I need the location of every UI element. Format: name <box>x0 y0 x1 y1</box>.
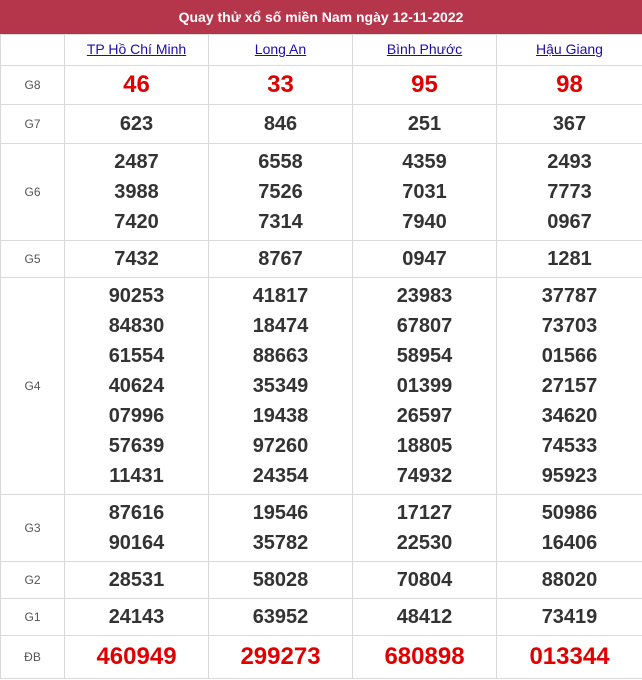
prize-cell <box>353 495 497 562</box>
prize-number: 17127 <box>396 502 453 524</box>
prize-number: 50986 <box>541 502 598 524</box>
prize-row-g4 <box>1 278 642 495</box>
prize-cell <box>497 144 642 241</box>
prize-cell <box>497 66 642 105</box>
prize-number: 846 <box>263 113 298 135</box>
prize-cell <box>209 599 353 636</box>
prize-number: 2487 <box>114 151 159 173</box>
prize-number: 40624 <box>108 375 165 397</box>
prize-cell <box>209 636 353 679</box>
prize-number: 88663 <box>252 345 309 367</box>
province-link-hau-giang[interactable]: Hậu Giang <box>536 41 603 57</box>
prize-row-g7 <box>1 105 642 144</box>
prize-number: 7420 <box>114 211 159 233</box>
prize-number: 6558 <box>258 151 303 173</box>
province-link-long-an[interactable]: Long An <box>254 41 307 57</box>
prize-number: 24354 <box>252 465 309 487</box>
prize-number: 34620 <box>541 405 598 427</box>
prize-number: 26597 <box>396 405 453 427</box>
prize-cell <box>497 636 642 679</box>
prize-number: 57639 <box>108 435 165 457</box>
prize-number: 95923 <box>541 465 598 487</box>
prize-label: ĐB <box>1 636 65 679</box>
prize-cell <box>353 105 497 144</box>
prize-number: 73419 <box>541 606 598 628</box>
prize-number: 0967 <box>547 211 592 233</box>
prize-number: 28531 <box>108 569 165 591</box>
prize-number: 61554 <box>108 345 165 367</box>
prize-number: 7526 <box>258 181 303 203</box>
prize-number: 1281 <box>547 248 592 270</box>
prize-number: 95 <box>411 71 438 98</box>
prize-cell <box>209 66 353 105</box>
prize-number: 48412 <box>396 606 453 628</box>
prize-cell <box>497 105 642 144</box>
prize-number: 7773 <box>547 181 592 203</box>
prize-number: 623 <box>119 113 154 135</box>
prize-number: 37787 <box>541 285 598 307</box>
prize-number: 87616 <box>108 502 165 524</box>
prize-number: 460949 <box>96 643 177 670</box>
prize-number: 299273 <box>240 643 321 670</box>
province-link-hcm[interactable]: TP Hồ Chí Minh <box>86 41 187 57</box>
prize-number: 18805 <box>396 435 453 457</box>
prize-cell <box>209 495 353 562</box>
prize-row-g1 <box>1 599 642 636</box>
prize-number: 7432 <box>114 248 159 270</box>
prize-number: 90164 <box>108 532 165 554</box>
prize-number: 67807 <box>396 315 453 337</box>
prize-number: 97260 <box>252 435 309 457</box>
prize-cell <box>497 599 642 636</box>
prize-number: 367 <box>552 113 587 135</box>
prize-cell <box>65 636 209 679</box>
prize-number: 07996 <box>108 405 165 427</box>
prize-number: 35782 <box>252 532 309 554</box>
prize-cell <box>209 144 353 241</box>
prize-cell <box>65 599 209 636</box>
prize-number: 58954 <box>396 345 453 367</box>
prize-number: 680898 <box>384 643 465 670</box>
province-link-binh-phuoc[interactable]: Bình Phước <box>386 41 463 57</box>
prize-row-g5 <box>1 241 642 278</box>
prize-number: 2493 <box>547 151 592 173</box>
prize-cell <box>65 144 209 241</box>
prize-number: 251 <box>407 113 442 135</box>
results-table <box>0 34 642 679</box>
prize-cell <box>353 562 497 599</box>
prize-number: 8767 <box>258 248 303 270</box>
prize-number: 23983 <box>396 285 453 307</box>
prize-number: 73703 <box>541 315 598 337</box>
prize-row-g2 <box>1 562 642 599</box>
prize-number: 22530 <box>396 532 453 554</box>
prize-cell <box>353 278 497 495</box>
prize-number: 70804 <box>396 569 453 591</box>
prize-label: G3 <box>1 495 65 562</box>
prize-cell <box>209 562 353 599</box>
prize-cell <box>209 105 353 144</box>
prize-number: 24143 <box>108 606 165 628</box>
prize-cell <box>209 241 353 278</box>
prize-number: 74533 <box>541 435 598 457</box>
prize-number: 88020 <box>541 569 598 591</box>
prize-cell <box>65 66 209 105</box>
prize-label: G2 <box>1 562 65 599</box>
prize-number: 33 <box>267 71 294 98</box>
prize-number: 4359 <box>402 151 447 173</box>
prize-cell <box>353 636 497 679</box>
prize-cell <box>65 495 209 562</box>
prize-label: G8 <box>1 66 65 105</box>
prize-number: 013344 <box>529 643 610 670</box>
prize-cell <box>497 495 642 562</box>
prize-number: 74932 <box>396 465 453 487</box>
prize-number: 98 <box>556 71 583 98</box>
province-header-row <box>1 35 642 66</box>
prize-label: G4 <box>1 278 65 495</box>
corner-cell <box>1 35 65 66</box>
prize-number: 19438 <box>252 405 309 427</box>
prize-number: 35349 <box>252 375 309 397</box>
prize-number: 63952 <box>252 606 309 628</box>
prize-cell <box>497 278 642 495</box>
prize-number: 27157 <box>541 375 598 397</box>
prize-label: G5 <box>1 241 65 278</box>
prize-number: 58028 <box>252 569 309 591</box>
prize-cell <box>65 241 209 278</box>
prize-row-g8 <box>1 66 642 105</box>
prize-number: 0947 <box>402 248 447 270</box>
prize-number: 7314 <box>258 211 303 233</box>
prize-cell <box>353 66 497 105</box>
prize-label: G1 <box>1 599 65 636</box>
prize-cell <box>65 562 209 599</box>
prize-number: 46 <box>123 71 150 98</box>
prize-number: 7940 <box>402 211 447 233</box>
prize-row-special <box>1 636 642 679</box>
prize-number: 19546 <box>252 502 309 524</box>
prize-cell <box>497 241 642 278</box>
prize-number: 18474 <box>252 315 309 337</box>
prize-number: 41817 <box>252 285 309 307</box>
prize-row-g6 <box>1 144 642 241</box>
prize-cell <box>353 241 497 278</box>
prize-cell <box>65 105 209 144</box>
prize-cell <box>353 144 497 241</box>
prize-number: 01566 <box>541 345 598 367</box>
prize-row-g3 <box>1 495 642 562</box>
prize-cell <box>497 562 642 599</box>
prize-number: 11431 <box>109 465 164 487</box>
prize-number: 01399 <box>396 375 453 397</box>
prize-number: 3988 <box>114 181 159 203</box>
prize-cell <box>353 599 497 636</box>
prize-number: 90253 <box>108 285 165 307</box>
prize-number: 16406 <box>541 532 598 554</box>
page-title: Quay thử xổ số miền Nam ngày 12-11-2022 <box>0 0 642 34</box>
prize-number: 84830 <box>108 315 165 337</box>
prize-label: G6 <box>1 144 65 241</box>
prize-number: 7031 <box>402 181 447 203</box>
prize-cell <box>209 278 353 495</box>
prize-label: G7 <box>1 105 65 144</box>
prize-cell <box>65 278 209 495</box>
